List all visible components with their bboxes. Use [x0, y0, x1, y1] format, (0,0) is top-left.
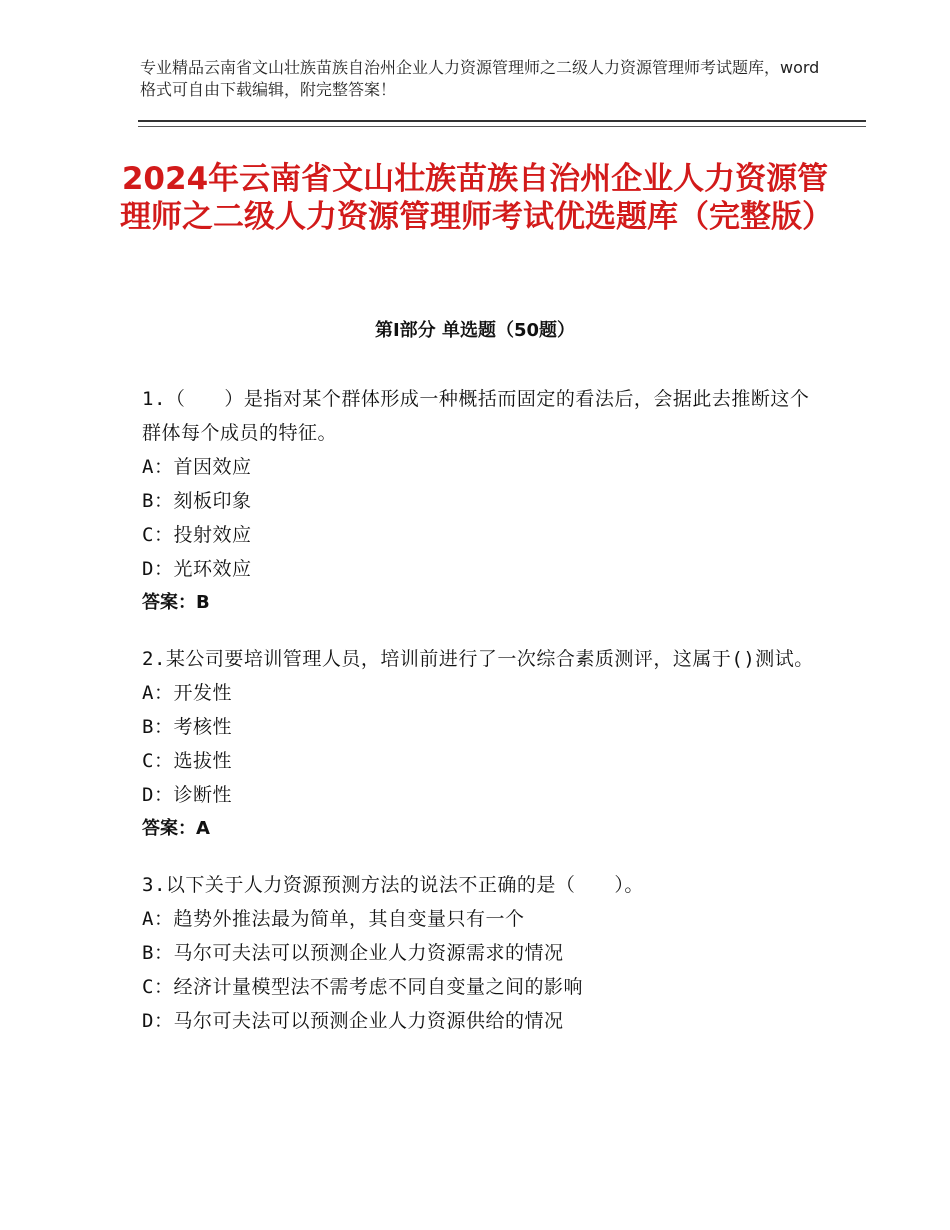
option-c: C：选拔性 [142, 750, 232, 772]
option-b: B：马尔可夫法可以预测企业人力资源需求的情况 [142, 942, 564, 964]
option-a: A：首因效应 [142, 456, 252, 478]
question-3 [142, 868, 822, 1038]
document-title: 2024年云南省文山壮族苗族自治州企业人力资源管理师之二级人力资源管理师考试优选题库（完整版） [120, 161, 833, 235]
option-a: A：趋势外推法最为简单，其自变量只有一个 [142, 908, 525, 930]
option-c: C：经济计量模型法不需考虑不同自变量之间的影响 [142, 976, 583, 998]
question-text: 1.（ ）是指对某个群体形成一种概括而固定的看法后，会据此去推断这个群体每个成员的特征。 [142, 388, 810, 444]
header-note: 专业精品云南省文山壮族苗族自治州企业人力资源管理师之二级人力资源管理师考试题库，word格式可自由下载编辑，附完整答案！ [140, 58, 820, 99]
header-rule-thin [138, 126, 866, 127]
answer: 答案：B [142, 592, 210, 613]
option-b: B：刻板印象 [142, 490, 252, 512]
option-c: C：投射效应 [142, 524, 252, 546]
question-2 [142, 642, 822, 846]
question-1 [142, 382, 822, 620]
question-list [142, 382, 822, 1060]
option-d: D：诊断性 [142, 784, 232, 806]
option-a: A：开发性 [142, 682, 232, 704]
option-d: D：光环效应 [142, 558, 252, 580]
header-rule-thick [138, 120, 866, 122]
option-b: B：考核性 [142, 716, 232, 738]
answer: 答案：A [142, 818, 210, 839]
question-text: 3.以下关于人力资源预测方法的说法不正确的是（ ）。 [142, 874, 644, 896]
section-title: 第Ⅰ部分 单选题（50题） [374, 320, 575, 341]
question-text: 2.某公司要培训管理人员，培训前进行了一次综合素质测评，这属于()测试。 [142, 648, 814, 670]
option-d: D：马尔可夫法可以预测企业人力资源供给的情况 [142, 1010, 564, 1032]
